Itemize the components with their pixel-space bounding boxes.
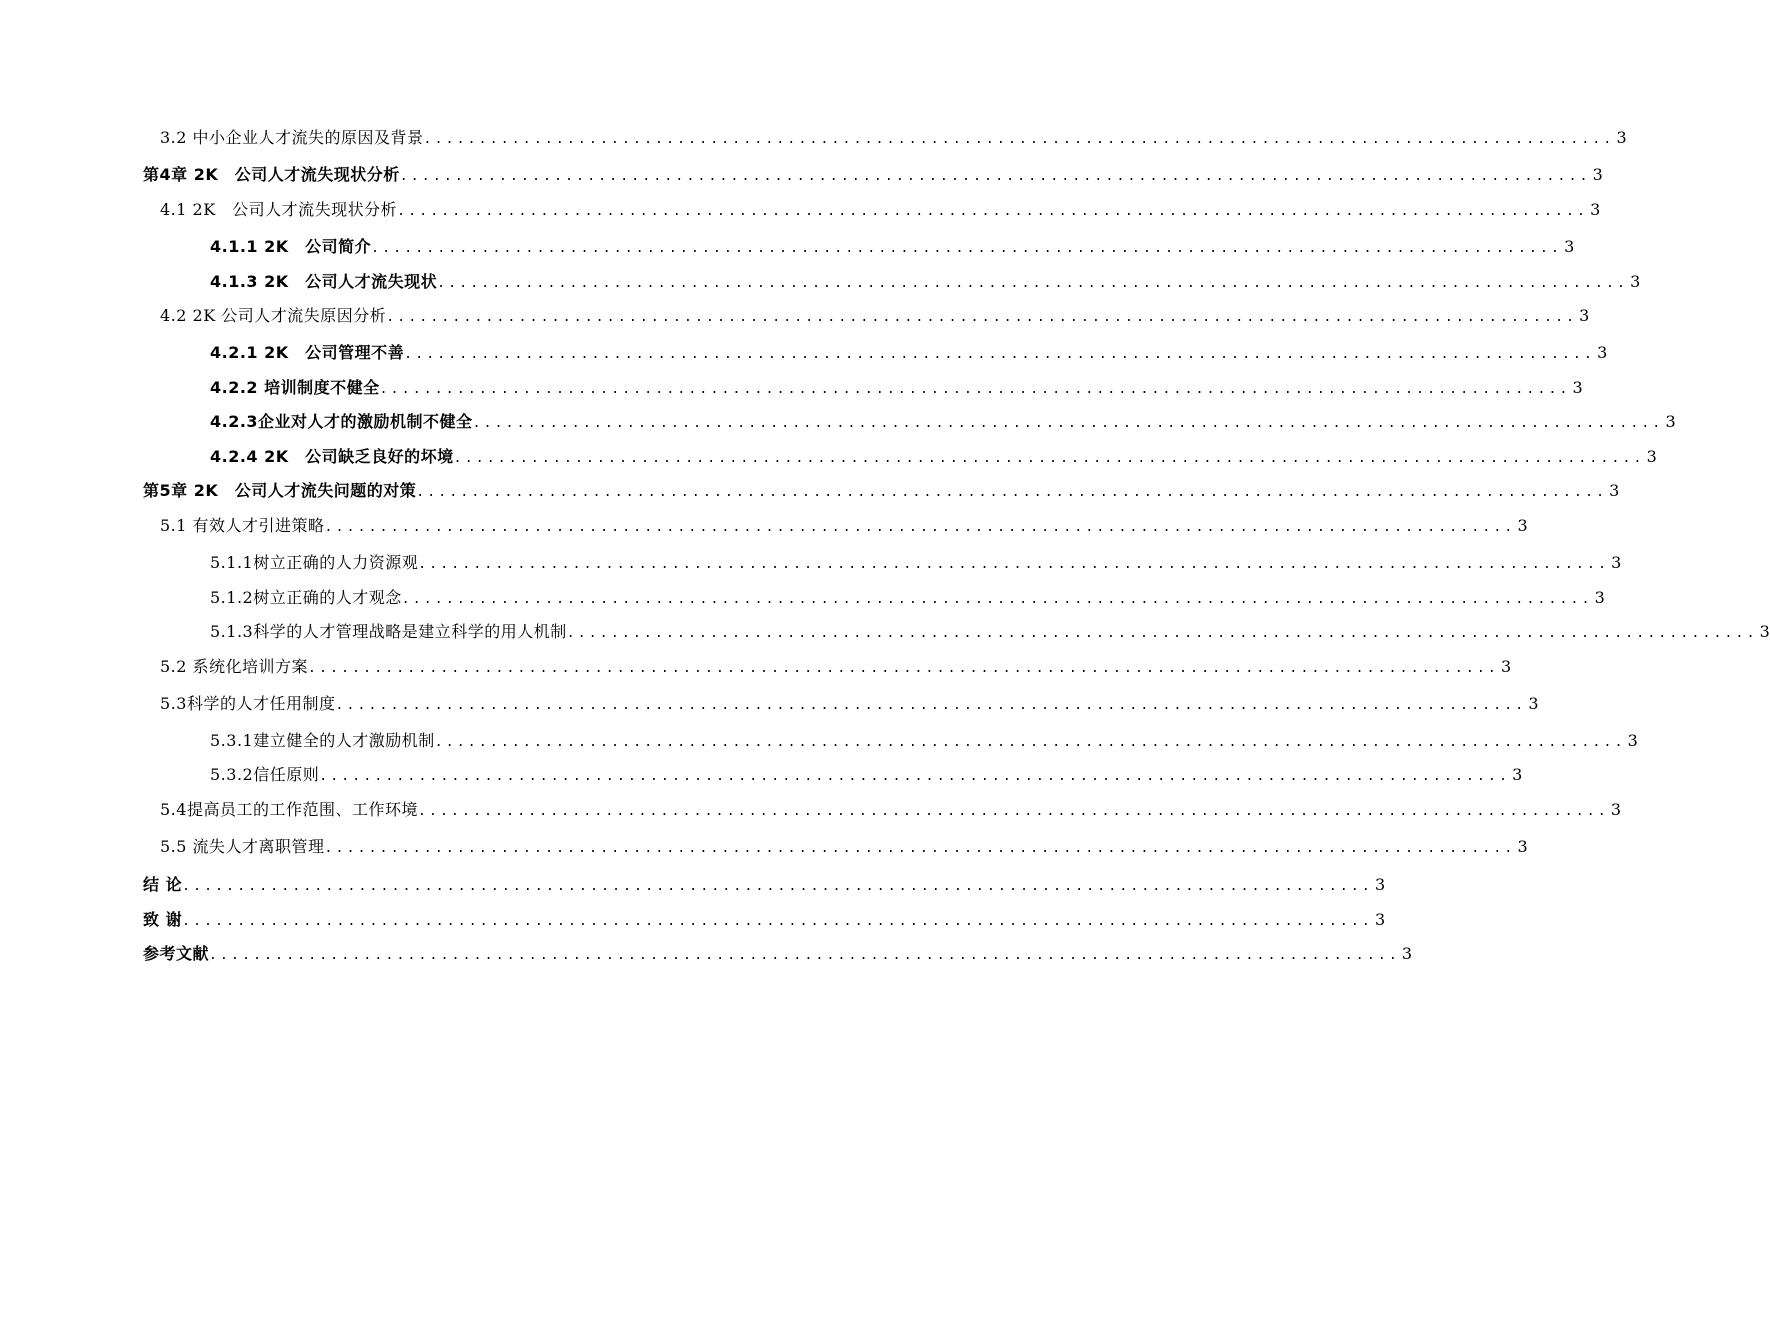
toc-entry-label: 5.1.2树立正确的人才观念 bbox=[210, 588, 402, 607]
toc-entry-conclusion[interactable] bbox=[143, 873, 1386, 897]
toc-entry-5-1-1[interactable] bbox=[210, 551, 1622, 575]
toc-dot-leader: ............................................................................................................ bbox=[182, 879, 1373, 894]
toc-dot-leader: ............................................................................................................ bbox=[404, 347, 1596, 362]
toc-entry-label: 第5章 2K 公司人才流失问题的对策 bbox=[143, 481, 417, 500]
toc-dot-leader: ............................................................................................................ bbox=[209, 948, 1400, 963]
toc-entry-acknowledgements[interactable] bbox=[143, 908, 1386, 932]
toc-entry-label: 5.3科学的人才任用制度 bbox=[160, 694, 336, 713]
toc-entry-label: 4.2 2K 公司人才流失原因分析 bbox=[160, 306, 387, 325]
toc-page-number: 3 bbox=[1611, 553, 1622, 572]
toc-page-number: 3 bbox=[1572, 378, 1583, 397]
toc-page-number: 3 bbox=[1374, 875, 1386, 894]
toc-dot-leader: ............................................................................................................ bbox=[453, 451, 1645, 466]
toc-dot-leader: ............................................................................................................ bbox=[182, 914, 1373, 929]
toc-dot-leader: ............................................................................................................ bbox=[319, 769, 1511, 784]
toc-entry-label: 4.2.1 2K 公司管理不善 bbox=[210, 343, 405, 362]
toc-page-number: 3 bbox=[1512, 765, 1523, 784]
toc-entry-5-2[interactable] bbox=[160, 655, 1512, 679]
toc-page-number: 3 bbox=[1630, 272, 1641, 291]
toc-page-number: 3 bbox=[1579, 306, 1590, 325]
toc-dot-leader: ............................................................................................................ bbox=[416, 485, 1608, 500]
toc-entry-label: 5.3.2信任原则 bbox=[210, 765, 320, 784]
toc-entry-4-1-1[interactable] bbox=[210, 235, 1575, 259]
toc-entry-4-2[interactable] bbox=[160, 304, 1590, 328]
toc-page-number: 3 bbox=[1564, 237, 1575, 256]
toc-entry-5-1[interactable] bbox=[160, 514, 1528, 538]
toc-page-number: 3 bbox=[1374, 910, 1386, 929]
toc-page-number: 3 bbox=[1590, 200, 1601, 219]
toc-page-number: 3 bbox=[1517, 516, 1528, 535]
toc-entry-label: 第4章 2K 公司人才流失现状分析 bbox=[143, 165, 400, 184]
toc-dot-leader: ............................................................................................................ bbox=[308, 661, 1499, 676]
toc-dot-leader: ............................................................................................................ bbox=[397, 204, 1589, 219]
toc-entry-4-2-1[interactable] bbox=[210, 341, 1608, 365]
toc-entry-chapter-5[interactable] bbox=[143, 479, 1620, 503]
toc-dot-leader: ............................................................................................................ bbox=[566, 626, 1758, 641]
toc-dot-leader: ............................................................................................................ bbox=[324, 841, 1516, 856]
toc-page-number: 3 bbox=[1627, 731, 1638, 750]
toc-dot-leader: ............................................................................................................ bbox=[371, 241, 1563, 256]
toc-page-number: 3 bbox=[1592, 165, 1603, 184]
toc-entry-label: 5.1 有效人才引进策略 bbox=[160, 516, 325, 535]
toc-entry-references[interactable] bbox=[143, 942, 1413, 966]
toc-entry-label: 4.1 2K 公司人才流失现状分析 bbox=[160, 200, 398, 219]
toc-entry-5-1-3[interactable] bbox=[210, 620, 1770, 644]
toc-entry-label: 致 谢 bbox=[143, 910, 183, 929]
toc-page-number: 3 bbox=[1500, 657, 1512, 676]
toc-entry-4-2-3[interactable] bbox=[210, 410, 1676, 434]
toc-page-number: 3 bbox=[1759, 622, 1770, 641]
toc-page-number: 3 bbox=[1517, 837, 1528, 856]
toc-entry-label: 5.3.1建立健全的人才激励机制 bbox=[210, 731, 435, 750]
toc-entry-label: 结 论 bbox=[143, 875, 183, 894]
toc-dot-leader: ............................................................................................................ bbox=[379, 382, 1571, 397]
toc-dot-leader: ............................................................................................................ bbox=[418, 557, 1610, 572]
toc-page-number: 3 bbox=[1665, 412, 1676, 431]
toc-entry-label: 3.2 中小企业人才流失的原因及背景 bbox=[160, 128, 424, 147]
toc-entry-4-2-4[interactable] bbox=[210, 445, 1657, 469]
toc-entry-5-1-2[interactable] bbox=[210, 586, 1605, 610]
toc-dot-leader: ............................................................................................................ bbox=[437, 276, 1629, 291]
toc-entry-5-3-2[interactable] bbox=[210, 763, 1523, 787]
toc-page-number: 3 bbox=[1401, 944, 1413, 963]
toc-dot-leader: ............................................................................................................ bbox=[399, 169, 1591, 184]
toc-entry-4-1[interactable] bbox=[160, 198, 1601, 222]
toc-entry-label: 4.2.3企业对人才的激励机制不健全 bbox=[210, 412, 473, 431]
toc-dot-leader: ............................................................................................................ bbox=[434, 735, 1626, 750]
toc-entry-label: 5.4提高员工的工作范围、工作环境 bbox=[160, 800, 418, 819]
toc-entry-label: 5.1.1树立正确的人力资源观 bbox=[210, 553, 419, 572]
toc-entry-5-4[interactable] bbox=[160, 798, 1622, 822]
toc-entry-5-3-1[interactable] bbox=[210, 729, 1638, 753]
toc-entry-5-3[interactable] bbox=[160, 692, 1539, 716]
toc-dot-leader: ............................................................................................................ bbox=[324, 520, 1516, 535]
toc-entry-4-1-3[interactable] bbox=[210, 270, 1641, 294]
toc-entry-label: 4.2.4 2K 公司缺乏良好的坏境 bbox=[210, 447, 454, 466]
toc-page-number: 3 bbox=[1610, 800, 1622, 819]
toc-entry-chapter-4[interactable] bbox=[143, 163, 1603, 187]
toc-page-number: 3 bbox=[1528, 694, 1539, 713]
toc-dot-leader: ............................................................................................................ bbox=[401, 592, 1593, 607]
toc-page-number: 3 bbox=[1646, 447, 1657, 466]
toc-dot-leader: ............................................................................................................ bbox=[417, 804, 1609, 819]
toc-entry-label: 参考文献 bbox=[143, 944, 210, 963]
toc-entry-label: 5.1.3科学的人才管理战略是建立科学的用人机制 bbox=[210, 622, 567, 641]
toc-dot-leader: ............................................................................................................ bbox=[335, 698, 1527, 713]
toc-page-number: 3 bbox=[1616, 128, 1627, 147]
toc-entry-3-2[interactable] bbox=[160, 126, 1627, 150]
toc-entry-label: 4.1.3 2K 公司人才流失现状 bbox=[210, 272, 438, 291]
toc-entry-label: 5.5 流失人才离职管理 bbox=[160, 837, 325, 856]
toc-entry-4-2-2[interactable] bbox=[210, 376, 1583, 400]
toc-entry-label: 4.2.2 培训制度不健全 bbox=[210, 378, 380, 397]
toc-entry-label: 5.2 系统化培训方案 bbox=[160, 657, 309, 676]
toc-page-number: 3 bbox=[1609, 481, 1620, 500]
toc-entry-label: 4.1.1 2K 公司简介 bbox=[210, 237, 372, 256]
toc-entry-5-5[interactable] bbox=[160, 835, 1528, 859]
toc-dot-leader: ............................................................................................................ bbox=[472, 416, 1664, 431]
toc-dot-leader: ............................................................................................................ bbox=[386, 310, 1578, 325]
toc-page-number: 3 bbox=[1594, 588, 1605, 607]
toc-page-number: 3 bbox=[1597, 343, 1608, 362]
toc-dot-leader: ............................................................................................................ bbox=[423, 132, 1615, 147]
